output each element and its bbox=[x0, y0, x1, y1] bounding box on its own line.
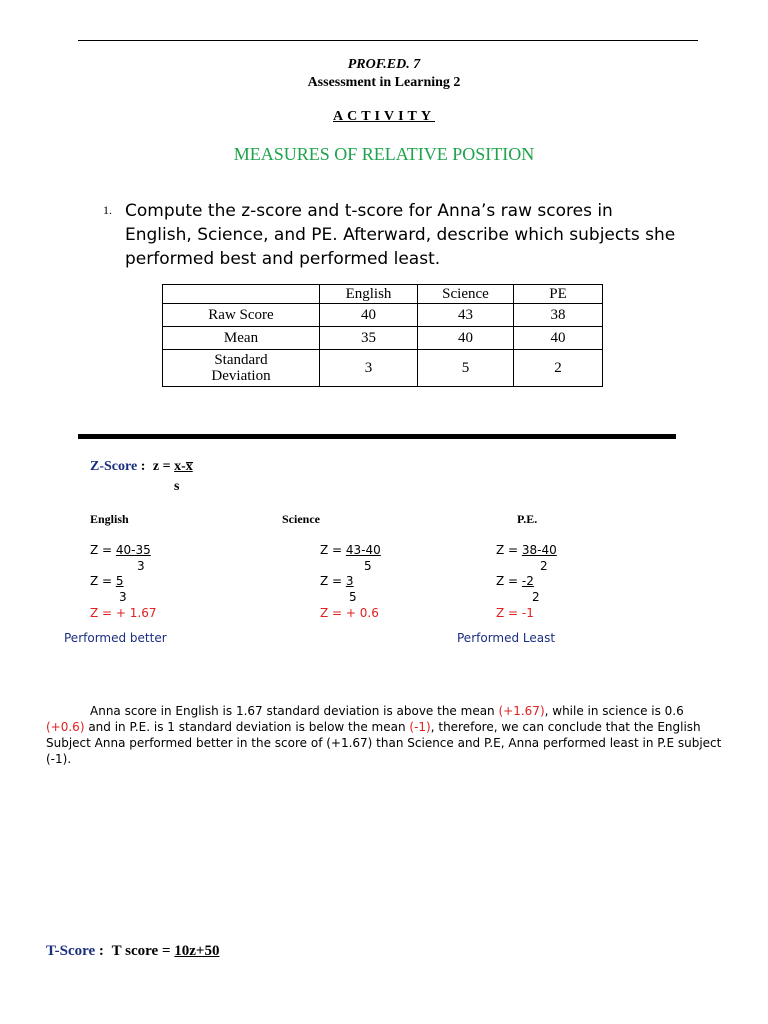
paragraph-text: Anna score in English is 1.67 standard deviation is above the mean bbox=[90, 704, 499, 718]
pe-z-prefix: Z = bbox=[496, 543, 522, 557]
science-result: Z = + 0.6 bbox=[320, 606, 379, 620]
paragraph-highlight: (+0.6) bbox=[46, 720, 85, 734]
table-cell: 40 bbox=[514, 327, 603, 350]
table-cell: 40 bbox=[320, 304, 418, 327]
scores-table bbox=[162, 284, 603, 387]
zscore-colon: : bbox=[140, 459, 146, 474]
pe-step1 bbox=[496, 543, 557, 557]
question-text: Compute the z-score and t-score for Anna’s raw scores in English, Science, and PE. Afterward, describe which subjects she performed best and performed least. bbox=[125, 201, 676, 269]
activity-label: ACTIVITY bbox=[332, 109, 435, 124]
pe-heading: P.E. bbox=[517, 512, 538, 526]
table-row-label-line: Standard bbox=[214, 352, 268, 368]
table-corner-cell bbox=[163, 285, 320, 304]
paragraph-highlight: (+1.67) bbox=[498, 704, 545, 718]
table-col-header: PE bbox=[514, 285, 603, 304]
english-numerator-2: 5 bbox=[115, 574, 124, 588]
zscore-formula bbox=[90, 459, 193, 475]
pe-denominator-1: 2 bbox=[540, 559, 548, 573]
science-z-prefix: Z = bbox=[320, 574, 346, 588]
science-denominator-2: 5 bbox=[349, 590, 357, 604]
english-heading: English bbox=[90, 512, 129, 526]
english-note: Performed better bbox=[64, 631, 167, 645]
paragraph-text: , while in science is 0.6 bbox=[544, 704, 684, 718]
question-number: 1. bbox=[103, 203, 112, 217]
table-row-label bbox=[163, 350, 320, 387]
english-numerator-1: 40-35 bbox=[115, 543, 151, 557]
page-title: MEASURES OF RELATIVE POSITION bbox=[233, 144, 535, 164]
english-denominator-1: 3 bbox=[137, 559, 145, 573]
science-denominator-1: 5 bbox=[364, 559, 372, 573]
english-step2 bbox=[90, 574, 124, 588]
english-z-prefix: Z = bbox=[90, 574, 116, 588]
interpretation-paragraph bbox=[46, 703, 726, 767]
table-col-header: English bbox=[320, 285, 418, 304]
table-row-label: Mean bbox=[163, 327, 320, 350]
table-row bbox=[163, 327, 603, 350]
table-cell: 43 bbox=[418, 304, 514, 327]
pe-note: Performed Least bbox=[457, 631, 556, 645]
table-cell: 2 bbox=[514, 350, 603, 387]
zscore-formula-left: z = bbox=[152, 459, 171, 474]
table-cell: 3 bbox=[320, 350, 418, 387]
pe-z-prefix: Z = bbox=[496, 574, 522, 588]
zscore-label: Z-Score bbox=[90, 459, 138, 474]
pe-step2 bbox=[496, 574, 534, 588]
tscore-colon: : bbox=[98, 943, 104, 959]
paragraph-text: , therefore, we can conclude that the English Subject Anna performed better in the score of (+1.67) than Science and P.E, Anna performed least in P.E subject (-1). bbox=[46, 720, 722, 766]
top-rule bbox=[78, 40, 698, 41]
tscore-formula-value: 10z+50 bbox=[174, 943, 220, 959]
table-cell: 38 bbox=[514, 304, 603, 327]
english-z-prefix: Z = bbox=[90, 543, 116, 557]
english-result: Z = + 1.67 bbox=[90, 606, 157, 620]
pe-numerator-1: 38-40 bbox=[521, 543, 557, 557]
zscore-denominator: s bbox=[174, 479, 180, 494]
pe-numerator-2: -2 bbox=[521, 574, 534, 588]
table-cell: 40 bbox=[418, 327, 514, 350]
paragraph-text: and in P.E. is 1 standard deviation is below the mean bbox=[84, 720, 410, 734]
science-numerator-2: 3 bbox=[345, 574, 354, 588]
pe-denominator-2: 2 bbox=[532, 590, 540, 604]
pe-result: Z = -1 bbox=[496, 606, 534, 620]
science-numerator-1: 43-40 bbox=[345, 543, 381, 557]
section-divider bbox=[78, 434, 676, 439]
science-heading: Science bbox=[282, 512, 320, 526]
course-code: PROF.ED. 7 bbox=[347, 57, 421, 72]
table-cell: 35 bbox=[320, 327, 418, 350]
zscore-numerator: x-x̅ bbox=[174, 459, 193, 474]
english-denominator-2: 3 bbox=[119, 590, 127, 604]
science-z-prefix: Z = bbox=[320, 543, 346, 557]
table-row-label-line: Deviation bbox=[211, 368, 271, 384]
table-row bbox=[163, 350, 603, 387]
science-step1 bbox=[320, 543, 381, 557]
tscore-formula bbox=[46, 943, 219, 960]
table-header-row bbox=[163, 285, 603, 304]
table-row-label: Raw Score bbox=[163, 304, 320, 327]
table-col-header: Science bbox=[418, 285, 514, 304]
tscore-formula-left: T score = bbox=[111, 943, 171, 959]
paragraph-highlight: (-1) bbox=[409, 720, 431, 734]
table-cell: 5 bbox=[418, 350, 514, 387]
course-name: Assessment in Learning 2 bbox=[307, 75, 461, 90]
science-step2 bbox=[320, 574, 354, 588]
english-step1 bbox=[90, 543, 151, 557]
tscore-label: T-Score bbox=[46, 943, 96, 959]
table-row bbox=[163, 304, 603, 327]
